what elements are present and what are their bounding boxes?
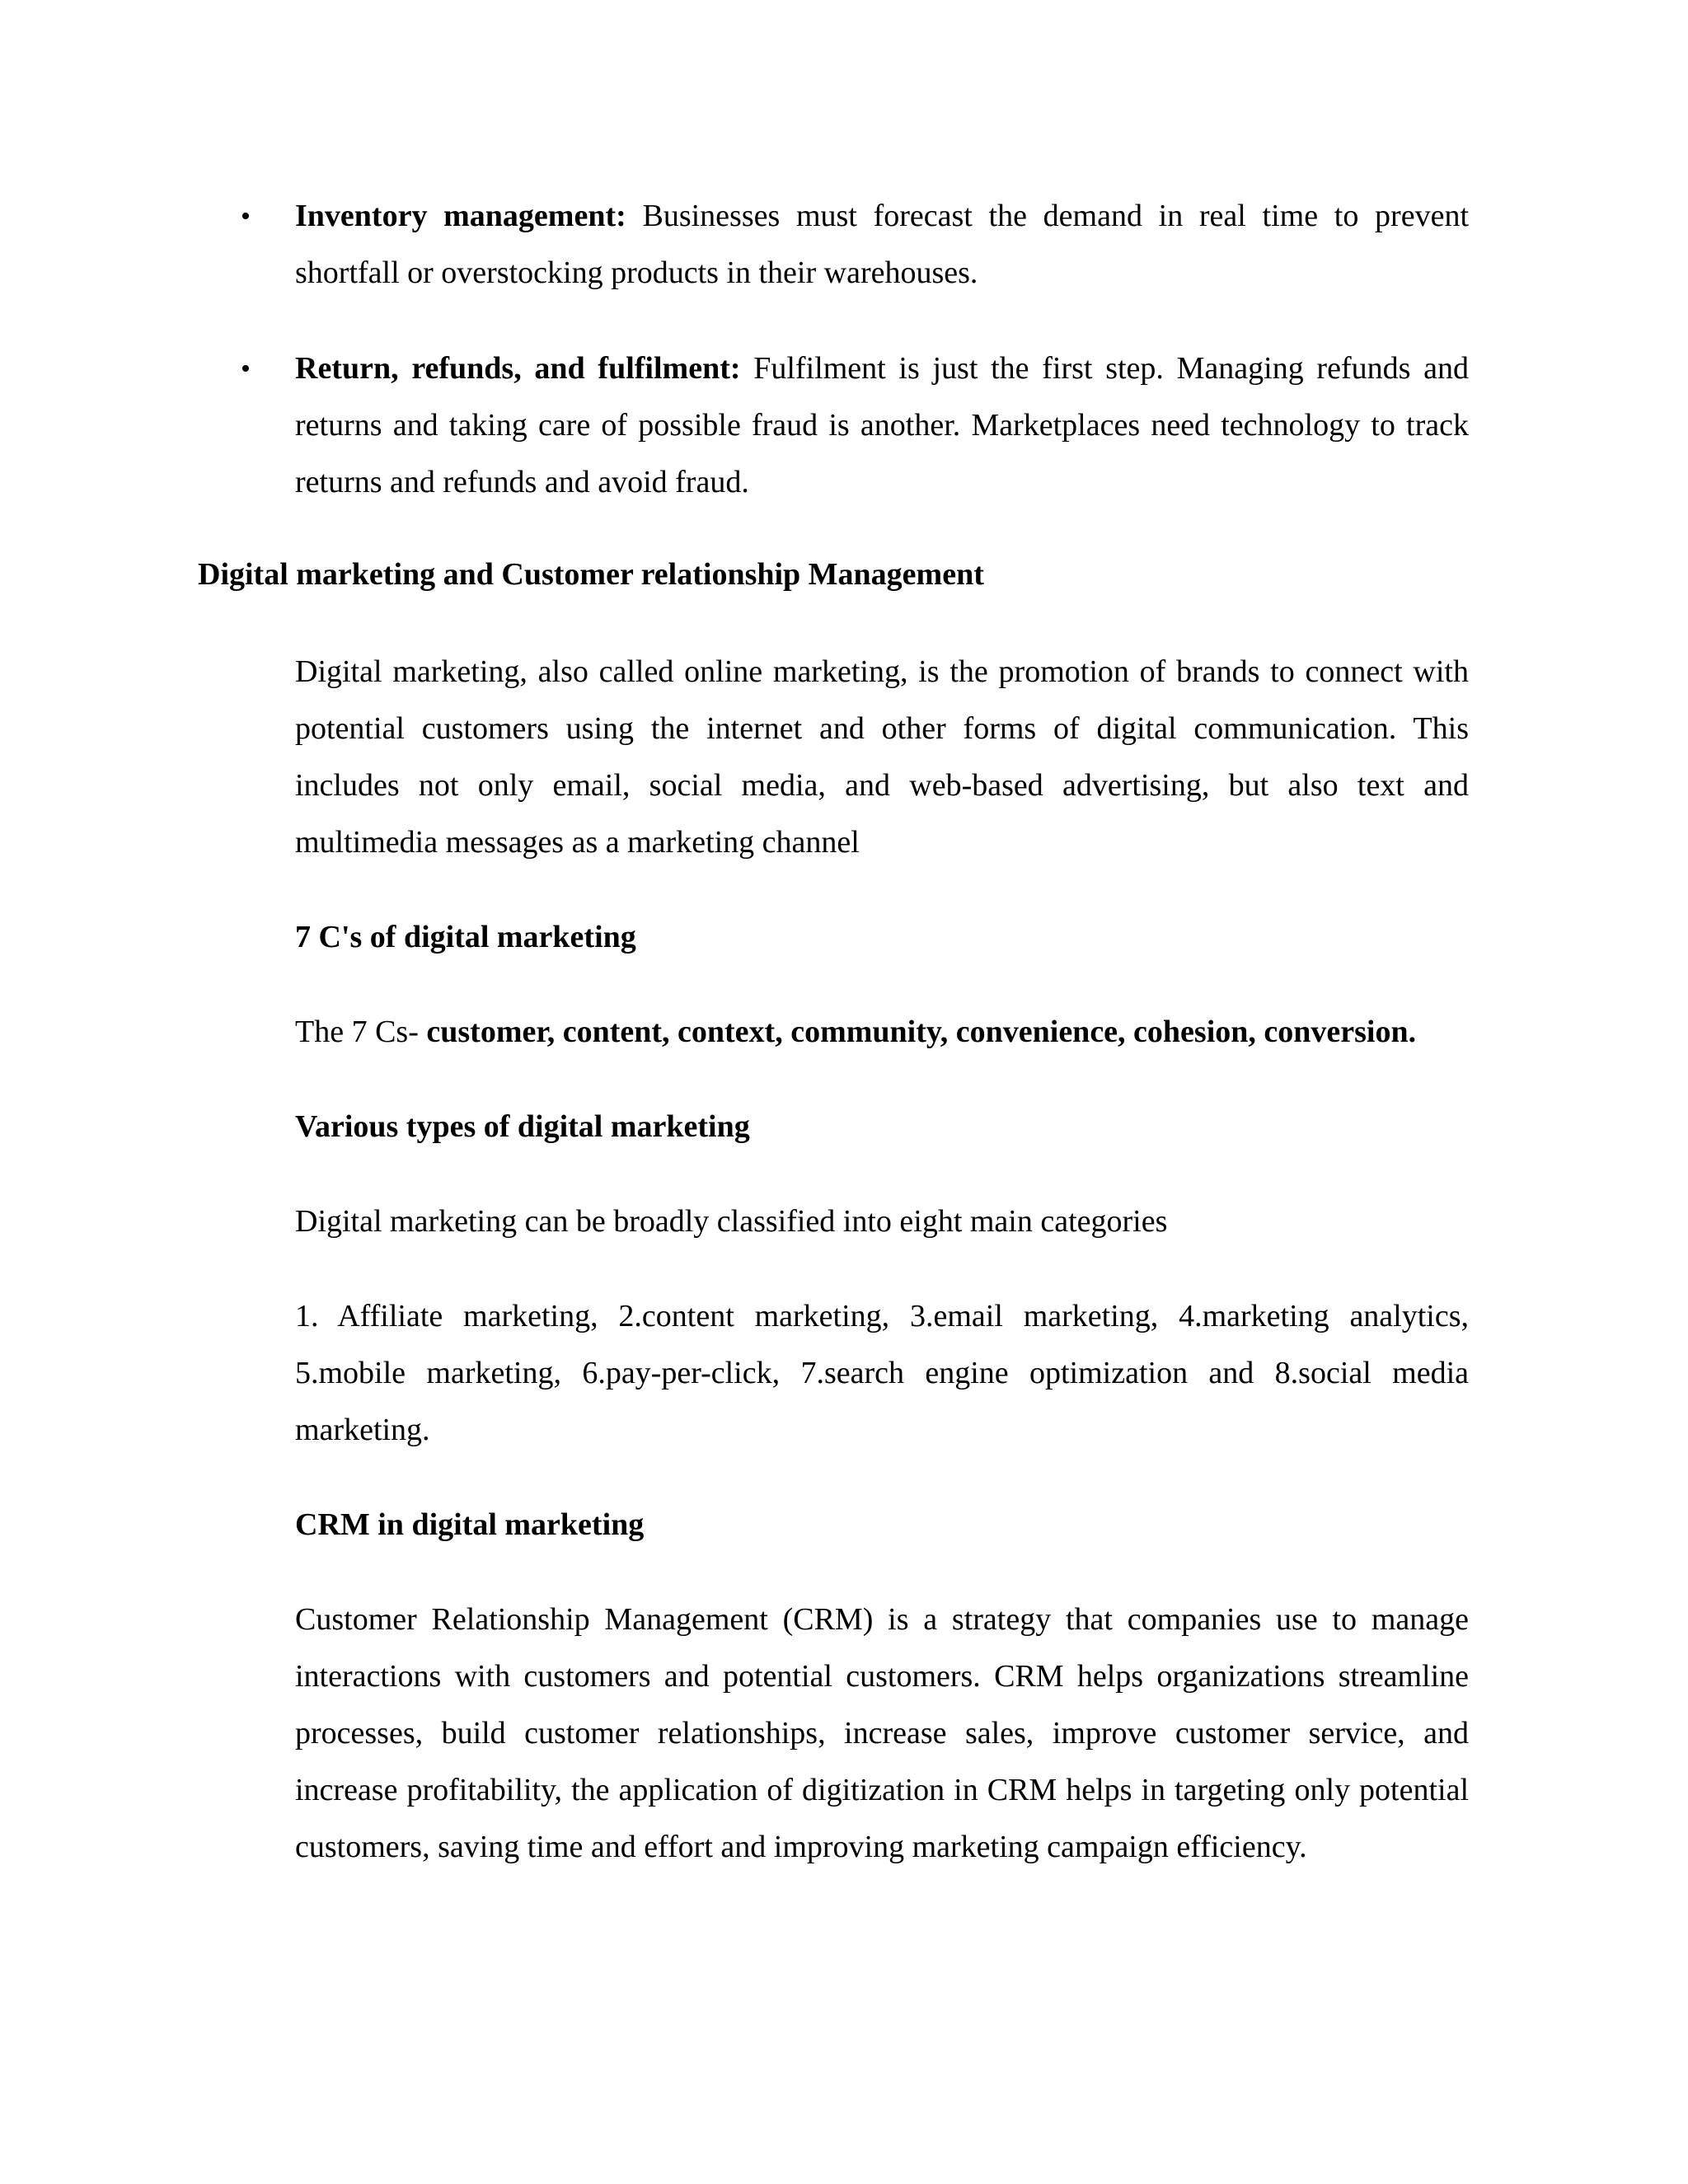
bullet-marker: • xyxy=(241,354,251,384)
section-heading: Digital marketing and Customer relationship Management xyxy=(198,557,984,592)
seven-cs-list: customer, content, context, community, convenience, cohesion, conversion. xyxy=(426,1015,1417,1049)
seven-cs-lead: The 7 Cs- xyxy=(295,1015,427,1049)
seven-cs-line xyxy=(295,1013,1416,1051)
bullet-item-inventory xyxy=(295,188,1469,302)
crm-paragraph: Customer Relationship Management (CRM) is a strategy that companies use to manage interactions with customers and potential customers. CRM helps organizations streamline processes, build customer relationships, increase sales, improve customer service, and increase profitability, the application of digitization in CRM helps in targeting only potential customers, saving time and effort and improving marketing campaign efficiency. xyxy=(295,1602,1469,1864)
seven-cs-heading: 7 C's of digital marketing xyxy=(295,920,636,954)
bullet-text: Businesses must forecast the demand in real time to prevent shortfall or overstocking products in their warehouses. xyxy=(295,199,1469,290)
bullet-marker: • xyxy=(241,201,251,232)
types-lead: Digital marketing can be broadly classified into eight main categories xyxy=(295,1204,1168,1239)
bullet-text: Fulfilment is just the first step. Managing refunds and returns and taking care of possible fraud is another. Marketplaces need technology to track returns and refunds and avoid fraud. xyxy=(295,351,1469,499)
bullet-item-returns xyxy=(295,340,1469,511)
bullet-term: Inventory management: xyxy=(295,199,626,233)
intro-paragraph: Digital marketing, also called online marketing, is the promotion of brands to connect with potential customers using the internet and other forms of digital communication. This includes not only email, social media, and web-based advertising, but also text and multimedia messages as a marketing channel xyxy=(295,654,1469,860)
types-heading: Various types of digital marketing xyxy=(295,1109,750,1144)
crm-heading: CRM in digital marketing xyxy=(295,1507,645,1542)
types-list: 1. Affiliate marketing, 2.content marketing, 3.email marketing, 4.marketing analytics, 5.mobile marketing, 6.pay-per-click, 7.search engine optimization and 8.social media marketing. xyxy=(295,1299,1469,1447)
bullet-term: Return, refunds, and fulfilment: xyxy=(295,351,741,386)
